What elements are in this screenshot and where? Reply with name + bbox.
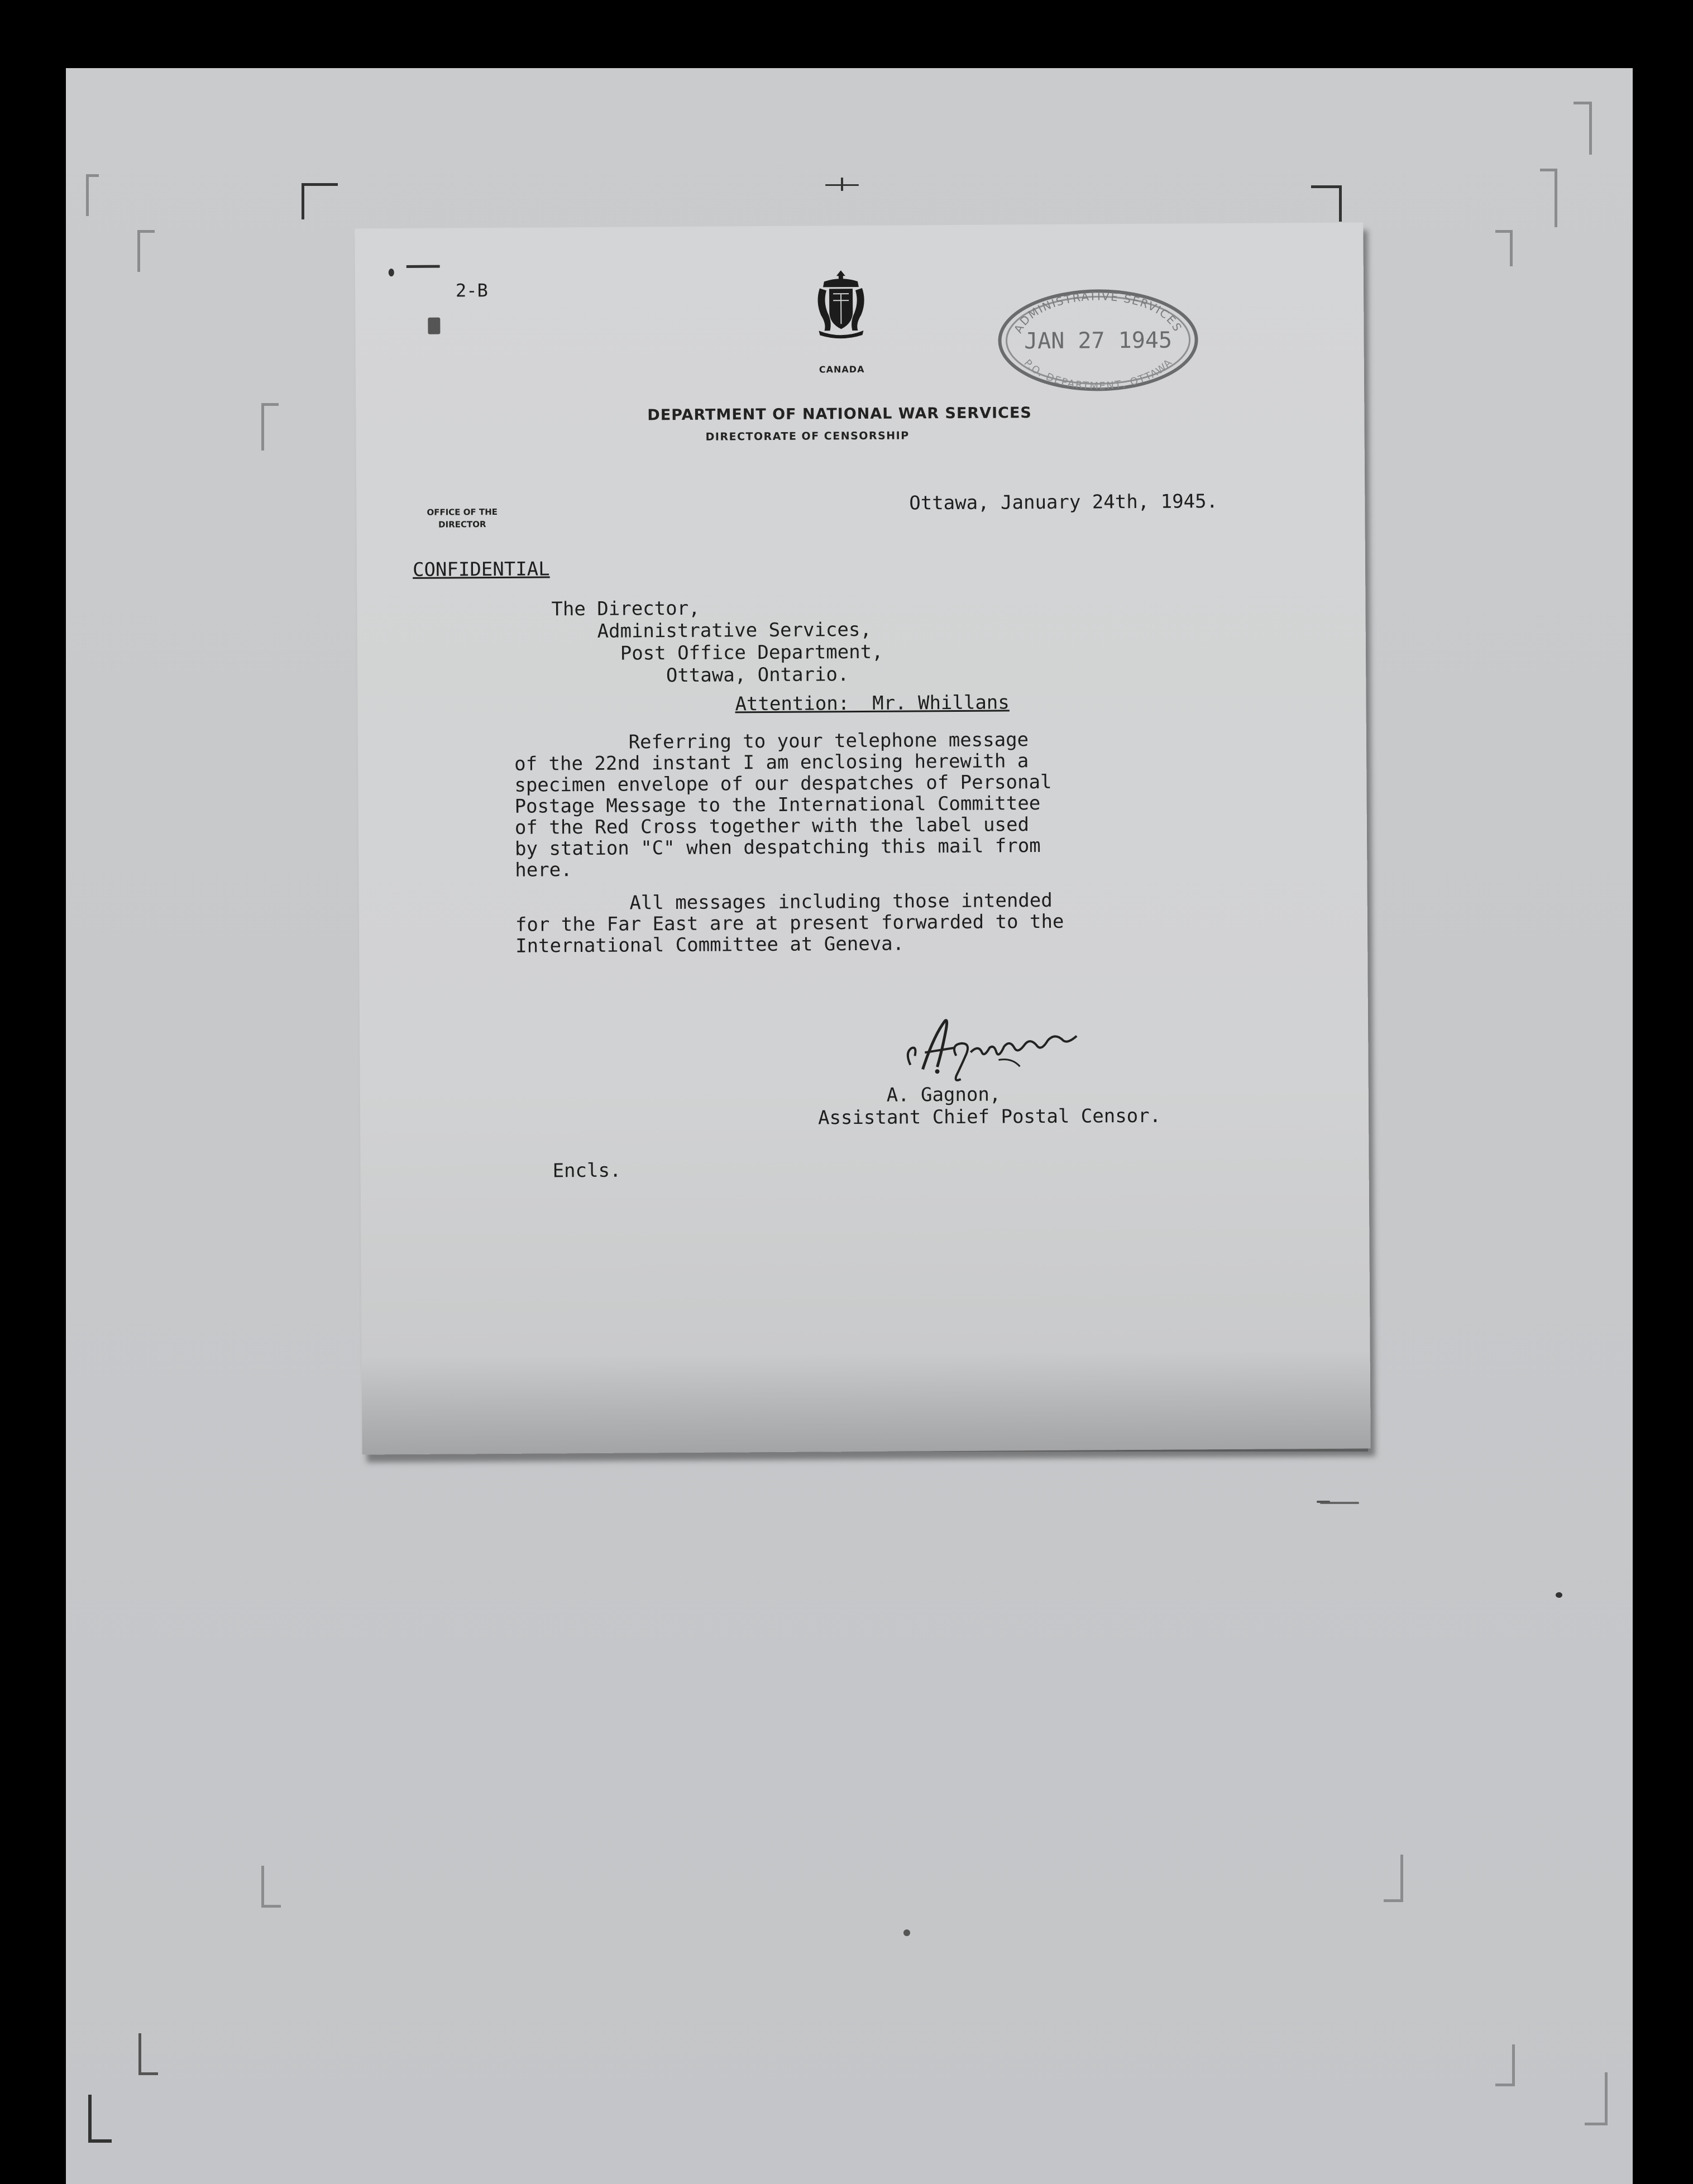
body-paragraph: Referring to your telephone message of the 22nd instant I am enclosing herewith a specimen envelope of our despatches of Personal Postage Message to the International Committee of the Red Cross together with the label used by station "C" when despatching this mail from here. — [514, 729, 1052, 882]
crop-mark — [1495, 230, 1513, 266]
dust-speck — [903, 1929, 910, 1936]
letter-page — [355, 223, 1370, 1455]
dust-speck — [406, 265, 440, 268]
crop-mark — [137, 230, 155, 272]
stamp-top-text: ADMINISTRATIVE SERVICES — [1011, 289, 1185, 336]
dust-speck — [1317, 1501, 1330, 1503]
dust-speck — [428, 318, 440, 334]
handwritten-signature-icon — [900, 1013, 1091, 1086]
dust-speck — [1556, 1592, 1562, 1598]
crop-mark — [261, 403, 279, 451]
office-label: OFFICE OF THE DIRECTOR — [427, 506, 498, 530]
crop-mark — [1585, 2072, 1608, 2125]
classification-label: CONFIDENTIAL — [412, 558, 550, 581]
crop-mark — [138, 2033, 158, 2075]
file-code: 2-B — [455, 280, 488, 301]
oval-received-stamp-icon — [992, 284, 1204, 396]
crop-mark — [302, 183, 338, 219]
crop-mark — [1574, 102, 1592, 155]
signer-block: A. Gagnon, Assistant Chief Postal Censor. — [817, 1083, 1161, 1129]
stamp-date: JAN 27 1945 — [1024, 327, 1173, 355]
crop-mark — [1540, 169, 1557, 227]
enclosures-note: Encls. — [552, 1159, 621, 1182]
department-heading: DEPARTMENT OF NATIONAL WAR SERVICES — [647, 404, 1032, 424]
crop-mark — [1311, 185, 1342, 222]
directorate-subheading: DIRECTORATE OF CENSORSHIP — [705, 429, 910, 443]
svg-text:P.O. DEPARTMENT, OTTAWA — [1021, 356, 1175, 392]
crop-mark — [261, 1866, 281, 1908]
crop-mark — [86, 174, 99, 216]
country-caption: CANADA — [819, 363, 865, 375]
crop-mark — [1495, 2044, 1515, 2086]
dust-speck — [841, 178, 843, 191]
crop-mark — [88, 2095, 112, 2143]
date-line: Ottawa, January 24th, 1945. — [909, 490, 1218, 515]
recipient-address: The Director, Administrative Services, Post Office Department, Ottawa, Ontario. — [551, 597, 883, 688]
stamp-bottom-text: P.O. DEPARTMENT, OTTAWA — [1021, 356, 1175, 392]
attention-line: Attention: Mr. Whillans — [735, 691, 1010, 716]
crop-mark — [1384, 1855, 1403, 1902]
canada-coat-of-arms-icon — [813, 268, 869, 341]
dust-speck — [389, 269, 394, 276]
body-paragraph: All messages including those intended for the Far East are at present forwarded to the International Committee at Geneva. — [515, 889, 1064, 957]
